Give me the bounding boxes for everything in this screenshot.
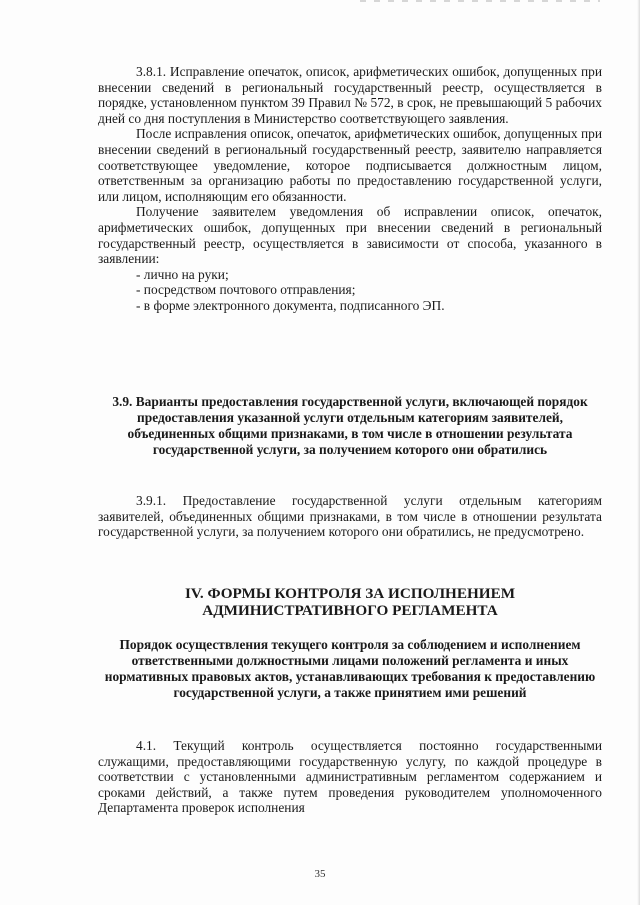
- list-item: - посредством почтового отправления;: [136, 282, 356, 298]
- paragraph-3-8-1: 3.8.1. Исправление опечаток, описок, арифметических ошибок, допущенных при внесении сведений в региональный государственный реестр, осуществляется в порядке, установленном пунктом 39 Правил № 572, в срок, не превышающий 5 рабочих дней со дня поступления в Министерство соответствующего заявления.: [98, 64, 602, 126]
- scan-artifact-top: [360, 0, 600, 2]
- section-3-9-1-block: [98, 493, 602, 540]
- paragraph-3-9-1: 3.9.1. Предоставление государственной услуги отдельным категориям заявителей, объединенных общими признаками, в том числе в отношении результата государственной услуги, за получением которого они обратились, не предусмотрено.: [98, 493, 602, 540]
- section-3-8-1-block: [98, 64, 602, 314]
- delivery-options-list: [98, 267, 602, 314]
- list-item: - в форме электронного документа, подписанного ЭП.: [136, 297, 445, 313]
- paragraph-receipt: Получение заявителем уведомления об исправлении описок, опечаток, арифметических ошибок, допущенных при внесении сведений в региональный государственный реестр, осуществляется в зависимости от способа, указанного в заявлении:: [98, 204, 602, 267]
- paragraph-4-1: 4.1. Текущий контроль осуществляется постоянно государственными служащими, предоставляющими государственную услугу, по каждой процедуре в соответствии с установленными административным регламентом содержанием и сроками действий, а также путем проведения руководителем уполномоченного Департамента проверок исполнения: [98, 738, 602, 816]
- section-iv-title: IV. ФОРМЫ КОНТРОЛЯ ЗА ИСПОЛНЕНИЕМ АДМИНИСТРАТИВНОГО РЕГЛАМЕНТА: [184, 585, 516, 619]
- heading-3-9: 3.9. Варианты предоставления государственной услуги, включающей порядок предоставления указанной услуги отдельным категориям заявителей, объединенных общими признаками, в том числе в отношении результата государственной услуги, за получением которого они обратились: [112, 394, 588, 457]
- page-number: 35: [314, 868, 326, 880]
- subheading-current-control: Порядок осуществления текущего контроля за соблюдением и исполнением ответственными должностными лицами положений регламента и иных нормативных правовых актов, устанавливающих требования к предоставлению государственной услуги, а также принятием ими решений: [104, 637, 596, 700]
- paragraph-notification: После исправления описок, опечаток, арифметических ошибок, допущенных при внесении сведений в региональный государственный реестр, заявителю направляется соответствующее уведомление, которое подписывается должностным лицом, ответственным за организацию работы по предоставлению государственной услуги, или лицом, исполняющим его обязанности.: [98, 126, 602, 204]
- list-item: - лично на руки;: [136, 266, 229, 282]
- section-4-1-block: [98, 738, 602, 816]
